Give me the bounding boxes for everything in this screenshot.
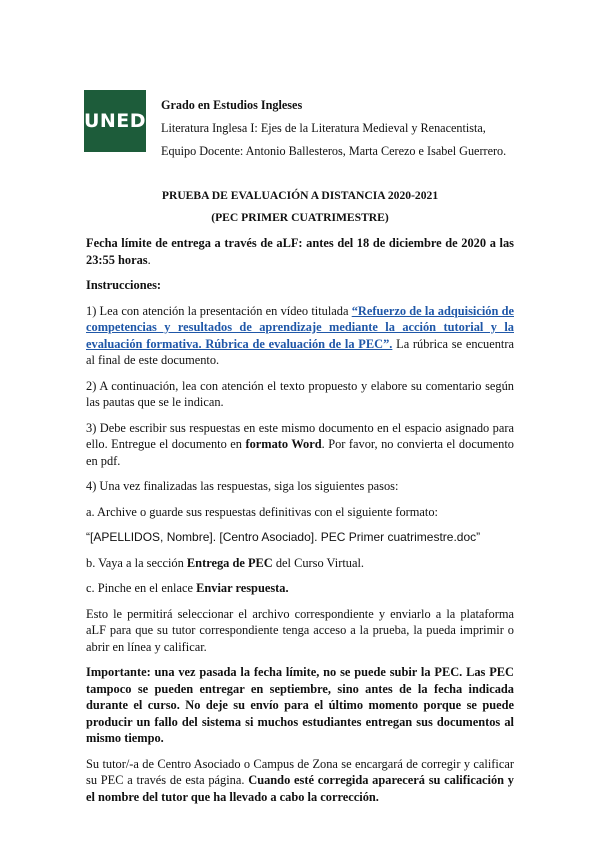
- step-3-text: 3) Debe escribir sus respuestas en este mismo documento en el espacio asignado para ello. Entregue el documento en: [86, 420, 514, 451]
- deadline-paragraph: [86, 235, 514, 268]
- step-4: 4) Una vez finalizadas las respuestas, siga los siguientes pasos:: [86, 479, 399, 493]
- tutor-text: Su tutor/-a de Centro Asociado o Campus de Zona se encargará de corregir y calificar su PEC a través de esta página.: [86, 756, 514, 787]
- document-subtitle: (PEC PRIMER CUATRIMESTRE): [211, 211, 389, 224]
- degree-name: Grado en Estudios Ingleses: [161, 98, 303, 112]
- allows-paragraph: Esto le permitirá seleccionar el archivo correspondiente y enviarlo a la plataforma aLF para que su tutor correspondiente tenga acceso a la prueba, la pueda imprimir o abrir en línea y calificar.: [86, 606, 514, 654]
- instructions-heading: Instrucciones:: [86, 278, 162, 292]
- step-3: [86, 420, 514, 470]
- enviar-respuesta-text: Enviar respuesta.: [196, 581, 289, 595]
- presentation-video-link[interactable]: “Refuerzo de la adquisición de competencias y resultados de aprendizaje mediante la acción tutorial y la evaluación formativa. Rúbrica de evaluación de la PEC”.: [86, 303, 514, 351]
- step-c-text: c. Pinche en el enlace: [86, 581, 197, 595]
- step-a: a. Archive o guarde sus respuestas definitivas con el siguiente formato:: [86, 504, 439, 519]
- logo-text: UNED: [83, 110, 147, 132]
- deadline-end: .: [147, 252, 151, 267]
- important-paragraph: Importante: una vez pasada la fecha límite, no se puede subir la PEC. Las PEC tampoco se pueden entregar en septiembre, sino antes de la fecha indicada durante el curso. No deje su envío para el último momento porque se puede producir un fallo del sistema si muchos estudiantes entregan sus documentos al mismo tiempo.: [86, 665, 514, 745]
- deadline-text: Fecha límite de entrega a través de aLF: antes del 18 de diciembre de 2020 a las 23:55 horas: [86, 236, 514, 267]
- tutor-paragraph: [86, 756, 514, 806]
- tutor-bold-text: Cuando esté corregida aparecerá su calificación y el nombre del tutor que ha llevado a cabo la corrección.: [86, 773, 515, 804]
- step-3-after: . Por favor, no convierta el documento en pdf.: [86, 437, 514, 468]
- document-body: [86, 235, 514, 814]
- step-c: [86, 580, 514, 597]
- uned-logo: [84, 90, 146, 152]
- document-title: PRUEBA DE EVALUACIÓN A DISTANCIA 2020-2021: [161, 189, 439, 202]
- step-1-text: 1) Lea con atención la presentación en vídeo titulada: [86, 303, 352, 318]
- step-1: [86, 303, 514, 369]
- step-b-text: b. Vaya a la sección: [86, 555, 187, 570]
- course-name: Literatura Inglesa I: Ejes de la Literatura Medieval y Renacentista,: [161, 121, 486, 135]
- filename-format: “[APELLIDOS, Nombre]. [Centro Asociado]. PEC Primer cuatrimestre.doc”: [86, 530, 481, 544]
- teaching-team: Equipo Docente: Antonio Ballesteros, Marta Cerezo e Isabel Guerrero.: [161, 144, 507, 158]
- word-format-text: formato Word: [245, 437, 322, 451]
- step-b: [86, 555, 514, 572]
- step-1-after: La rúbrica se encuentra al final de este documento.: [86, 336, 514, 367]
- step-2: 2) A continuación, lea con atención el texto propuesto y elabore su comentario según las pautas que se le indican.: [86, 378, 514, 409]
- step-b-after: del Curso Virtual.: [272, 555, 365, 570]
- entrega-pec-text: Entrega de PEC: [186, 555, 273, 570]
